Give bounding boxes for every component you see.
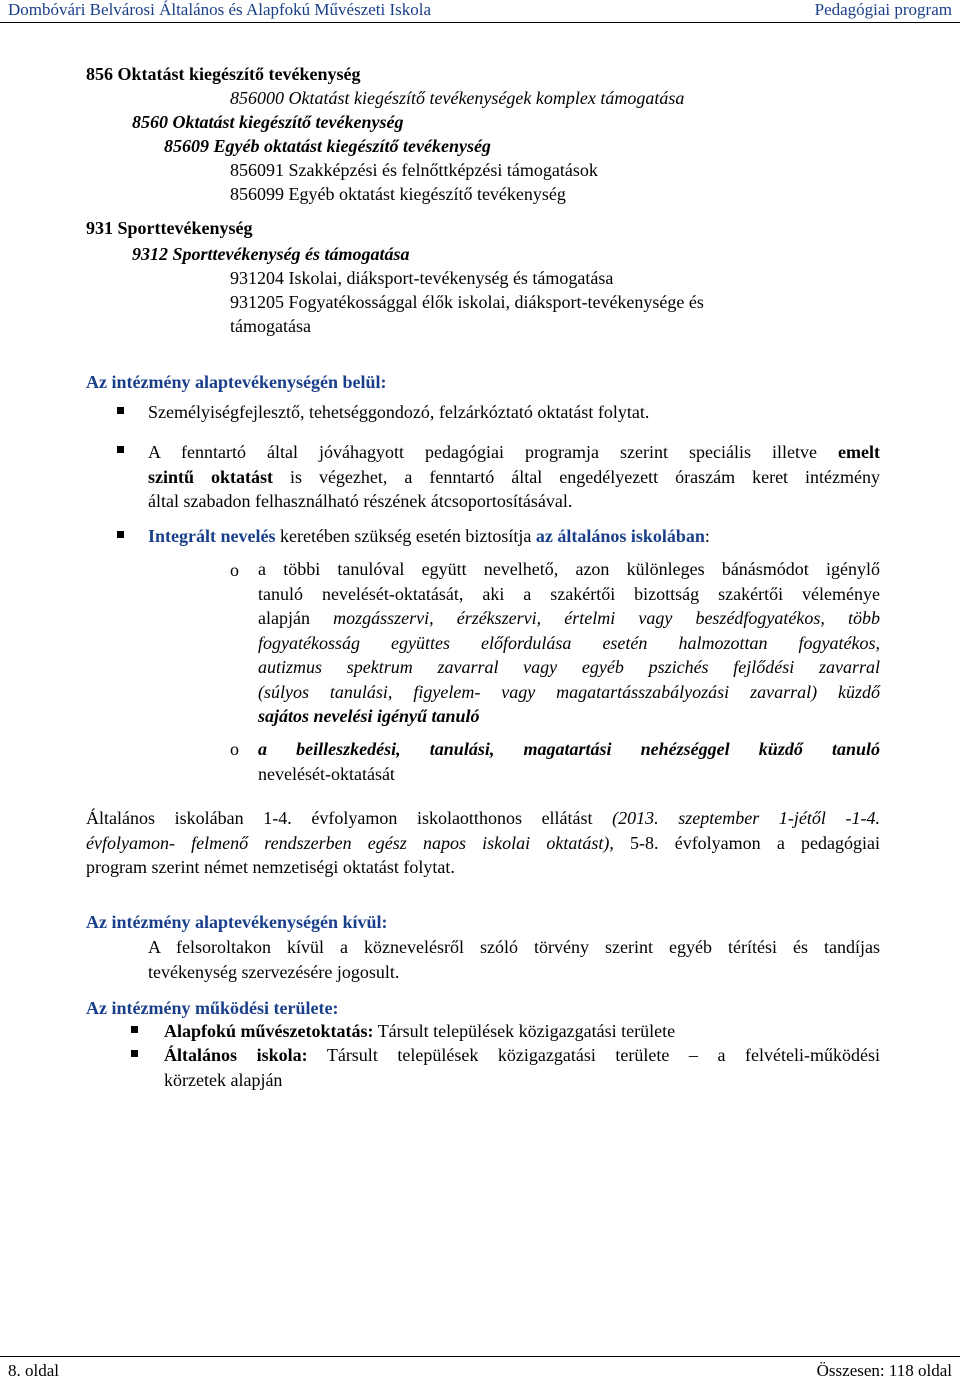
total-pages: Összesen: 118 oldal	[816, 1361, 952, 1380]
primary-school-area-label: Általános iskola:	[164, 1045, 308, 1065]
sub-item-2	[258, 737, 880, 786]
sub-item-2-line-1: a beilleszkedési, tanulási, magatartási nehézséggel küzdő tanuló	[258, 739, 880, 759]
para-line-2b: , 5-8. évfolyamon a pedagógiai	[609, 832, 880, 853]
bullet-square-icon	[117, 531, 124, 538]
integrated-education-label: Integrált nevelés	[148, 526, 276, 546]
code-8560: 8560 Oktatást kiegészítő tevékenység	[132, 112, 404, 132]
outside-text	[148, 935, 880, 984]
code-931204: 931204 Iskolai, diáksport-tevékenység és támogatása	[230, 268, 614, 288]
within-bullet-3	[148, 524, 710, 548]
bullet-3-text: keretében szükség esetén biztosítja	[279, 526, 532, 546]
code-931205-cont: támogatása	[230, 316, 311, 336]
code-856: 856 Oktatást kiegészítő tevékenység	[86, 64, 361, 84]
outside-line-2: tevékenység szervezésére jogosult.	[148, 961, 400, 982]
sub-item-2-line-2: nevelését-oktatását	[258, 763, 395, 784]
sub-item-1-line-6: (súlyos tanulási, figyelem- vagy magatartásszabályozási zavarral) küzdő	[258, 681, 880, 702]
outside-heading: Az intézmény alaptevékenységén kívül:	[86, 912, 388, 932]
bullet-square-icon	[117, 407, 124, 414]
area-item-2	[164, 1043, 880, 1092]
bullet-square-icon	[131, 1050, 138, 1057]
area-item-1	[164, 1019, 675, 1043]
para-line-3: program szerint német nemzetiségi oktatást folytat.	[86, 857, 455, 877]
page-number: 8. oldal	[8, 1361, 59, 1380]
para-line-1a: Általános iskolában 1-4. évfolyamon iskolaotthonos ellátást	[86, 808, 593, 828]
art-education-label: Alapfokú művészetoktatás:	[164, 1021, 374, 1041]
para-line-1b: (2013. szeptember 1-jétől -1-4.	[612, 808, 880, 828]
code-856099: 856099 Egyéb oktatást kiegészítő tevékenység	[230, 184, 566, 204]
within-bullet-1: Személyiségfejlesztő, tehetséggondozó, felzárkóztató oktatást folytat.	[148, 402, 650, 422]
sub-item-1-line-1: a többi tanulóval együtt nevelhető, azon különleges bánásmódot igénylő	[258, 559, 880, 579]
school-name: Dombóvári Belvárosi Általános és Alapfokú Művészeti Iskola	[8, 0, 432, 19]
circle-bullet-icon: o	[230, 739, 239, 759]
code-85609: 85609 Egyéb oktatást kiegészítő tevékenység	[164, 136, 491, 156]
within-bullet-2	[148, 440, 880, 514]
area-heading: Az intézmény működési területe:	[86, 998, 339, 1018]
outside-line-1: A felsoroltakon kívül a köznevelésről szóló törvény szerint egyéb térítési és tandíjas	[148, 937, 880, 957]
bullet-2-line-2: is végezhet, a fenntartó által engedélyezett óraszám keret intézmény	[289, 466, 880, 487]
code-931205: 931205 Fogyatékossággal élők iskolai, diáksport-tevékenysége és	[230, 292, 704, 312]
circle-bullet-icon: o	[230, 560, 239, 580]
bullet-square-icon	[131, 1026, 138, 1033]
sub-item-1-line-7: sajátos nevelési igényű tanuló	[258, 706, 480, 726]
bullet-2-emphasis-1: emelt	[838, 442, 880, 462]
code-931: 931 Sporttevékenység	[86, 218, 253, 238]
sub-item-1-line-4: fogyatékosság együttes előfordulása esetén halmozottan fogyatékos,	[258, 632, 880, 653]
sub-item-1-line-5: autizmus spektrum zavarral vagy egyéb pszichés fejlődési zavarral	[258, 657, 880, 677]
bullet-3-colon: :	[704, 526, 710, 546]
primary-school-area-line-2: körzetek alapján	[164, 1069, 283, 1090]
page-footer	[0, 1356, 960, 1380]
art-education-area: Társult települések közigazgatási területe	[377, 1021, 676, 1041]
bullet-2-emphasis-2: szintű oktatást	[148, 466, 273, 487]
primary-school-area-line-1: Társult települések közigazgatási területe – a felvételi-működési	[326, 1045, 880, 1065]
bullet-2-line-3: által szabadon felhasználható részének átcsoportosításával.	[148, 491, 573, 511]
para-line-2a: évfolyamon- felmenő rendszerben egész napos iskolai oktatást)	[86, 832, 610, 853]
sub-item-1	[258, 557, 880, 729]
code-856000: 856000 Oktatást kiegészítő tevékenységek komplex támogatása	[230, 88, 685, 108]
primary-school-label: az általános iskolában	[535, 526, 705, 546]
bullet-square-icon	[117, 446, 124, 453]
sub-item-1-line-3a: alapján	[258, 608, 310, 628]
within-heading: Az intézmény alaptevékenységén belül:	[86, 372, 387, 392]
sub-item-1-line-3b: mozgásszervi, érzékszervi, értelmi vagy beszédfogyatékos, több	[333, 608, 881, 628]
primary-school-paragraph	[86, 806, 880, 880]
page-header	[0, 0, 960, 23]
sub-item-1-line-2: tanuló nevelését-oktatását, aki a szakértői bizottság szakértői véleménye	[258, 583, 880, 604]
code-856091: 856091 Szakképzési és felnőttképzési támogatások	[230, 160, 598, 180]
bullet-2-line-1: A fenntartó által jóváhagyott pedagógiai programja szerint speciális illetve	[148, 442, 817, 462]
document-title: Pedagógiai program	[814, 0, 952, 19]
code-9312: 9312 Sporttevékenység és támogatása	[132, 244, 410, 264]
